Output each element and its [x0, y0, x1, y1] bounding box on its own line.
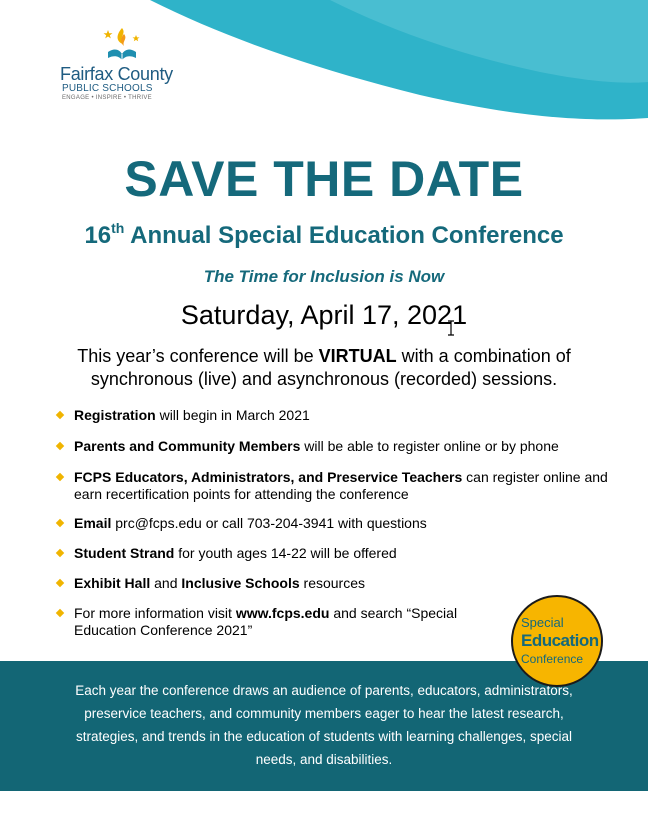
subtitle-number: 16: [84, 222, 112, 249]
diamond-bullet-icon: [56, 473, 64, 481]
bullet-text: prc@fcps.edu or call 703-204-3941 with questions: [111, 515, 427, 531]
bullet-text: and search “Special Education Conference 2021”: [74, 605, 458, 638]
list-item: [56, 469, 614, 503]
badge-line-3: Conference: [521, 652, 584, 666]
logo-subtitle: PUBLIC SCHOOLS: [62, 83, 153, 94]
list-item: [56, 438, 559, 455]
bullet-text: for youth ages 14-22 will be offered: [174, 545, 397, 561]
intro-after: with a combination of synchronous (live) and asynchronous (recorded) sessions.: [90, 346, 571, 389]
bullet-pre: For more information visit: [74, 605, 236, 621]
list-item: [56, 407, 310, 424]
bullet-link: www.fcps.edu: [235, 605, 330, 621]
torch-book-icon: [102, 26, 142, 64]
bullet-text: resources: [299, 575, 365, 591]
bullet-bold: Registration: [74, 407, 156, 423]
list-item: [56, 545, 397, 562]
conference-subtitle: [0, 220, 648, 250]
text-cursor-icon: [446, 320, 456, 336]
logo-tagline: ENGAGE • INSPIRE • THRIVE: [62, 95, 152, 101]
fcps-logo: [58, 26, 188, 106]
bullet-bold: Email: [74, 515, 112, 531]
conference-date: Saturday, April 17, 2021: [180, 300, 468, 330]
bullet-bold: Student Strand: [74, 545, 175, 561]
bullet-mid: and: [150, 575, 182, 591]
bullet-text: can register online and earn recertification points for attending the conference: [74, 469, 608, 502]
conference-tagline: The Time for Inclusion is Now: [203, 267, 445, 286]
logo-name: Fairfax County: [60, 64, 173, 84]
diamond-bullet-icon: [56, 609, 64, 617]
bullet-text: will be able to register online or by phone: [300, 438, 559, 454]
bullet-bold-2: Inclusive Schools: [181, 575, 300, 591]
page-title: SAVE THE DATE: [124, 151, 524, 207]
bullet-text: will begin in March 2021: [155, 407, 310, 423]
bullet-bold: FCPS Educators, Administrators, and Preservice Teachers: [74, 469, 463, 485]
intro-virtual: VIRTUAL: [318, 346, 397, 366]
footer-text: Each year the conference draws an audience of parents, educators, administrators, preservice teachers, and community members eager to hear the latest research, strategies, and trends in the education of students with learning challenges, special needs, and disabilities.: [75, 683, 573, 767]
subtitle-text: Annual Special Education Conference: [124, 222, 564, 249]
intro-paragraph: [40, 345, 608, 391]
list-item: [56, 515, 427, 532]
diamond-bullet-icon: [56, 519, 64, 527]
bullet-bold: Parents and Community Members: [74, 438, 301, 454]
bullet-bold: Exhibit Hall: [74, 575, 151, 591]
badge-line-1: Special: [521, 615, 564, 630]
special-education-conference-badge: [511, 595, 603, 687]
diamond-bullet-icon: [56, 411, 64, 419]
list-item: [56, 575, 365, 592]
intro-before: This year’s conference will be: [77, 346, 319, 366]
diamond-bullet-icon: [56, 579, 64, 587]
diamond-bullet-icon: [56, 549, 64, 557]
subtitle-ordinal: th: [111, 220, 125, 236]
list-item: [56, 605, 514, 639]
diamond-bullet-icon: [56, 442, 64, 450]
bottom-margin: [0, 791, 648, 816]
badge-line-2: Education: [521, 631, 599, 650]
